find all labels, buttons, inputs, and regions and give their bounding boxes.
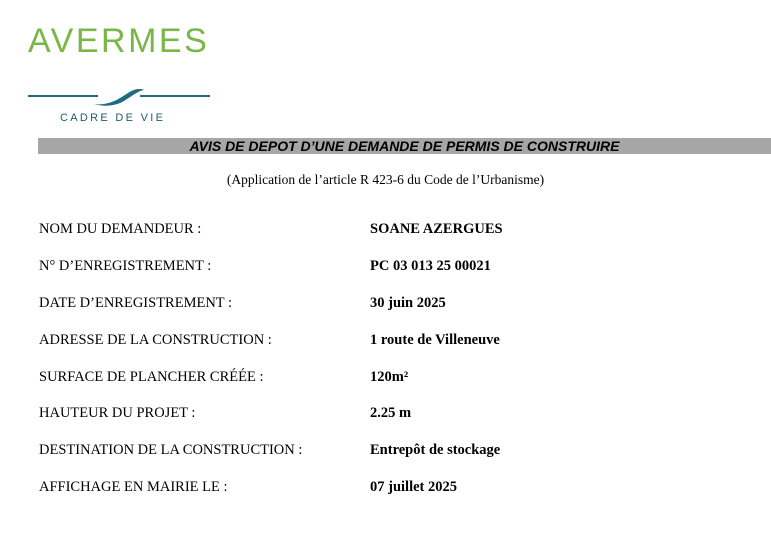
row-label: HAUTEUR DU PROJET : — [39, 405, 196, 422]
logo-tagline: CADRE DE VIE — [60, 112, 166, 124]
row-value: 2.25 m — [370, 405, 412, 422]
row-label: N° D’ENREGISTREMENT : — [39, 257, 212, 274]
row-label: AFFICHAGE EN MAIRIE LE : — [39, 479, 228, 496]
row-label: NOM DU DEMANDEUR : — [39, 221, 202, 237]
row-value: 30 juin 2025 — [370, 294, 446, 311]
row-value: PC 03 013 25 00021 — [370, 257, 491, 274]
row-label: DESTINATION DE LA CONSTRUCTION : — [39, 442, 303, 459]
row-value: 1 route de Villeneuve — [370, 331, 500, 348]
logo-name: AVERMES — [28, 22, 210, 60]
document-subtitle: (Application de l’article R 423-6 du Code de l’Urbanisme) — [226, 172, 545, 187]
document-title: AVIS DE DEPOT D’UNE DEMANDE DE PERMIS DE CONSTRUIRE — [189, 138, 620, 154]
avermes-logo — [28, 22, 210, 124]
row-value: SOANE AZERGUES — [370, 221, 503, 237]
row-label: ADRESSE DE LA CONSTRUCTION : — [39, 331, 272, 348]
row-value: 120m² — [370, 368, 409, 385]
row-value: Entrepôt de stockage — [370, 442, 501, 459]
title-bar — [38, 138, 771, 154]
row-value: 07 juillet 2025 — [370, 479, 457, 496]
row-label: SURFACE DE PLANCHER CRÉÉE : — [39, 368, 264, 385]
row-label: DATE D’ENREGISTREMENT : — [39, 294, 233, 311]
wave-icon — [28, 84, 210, 108]
